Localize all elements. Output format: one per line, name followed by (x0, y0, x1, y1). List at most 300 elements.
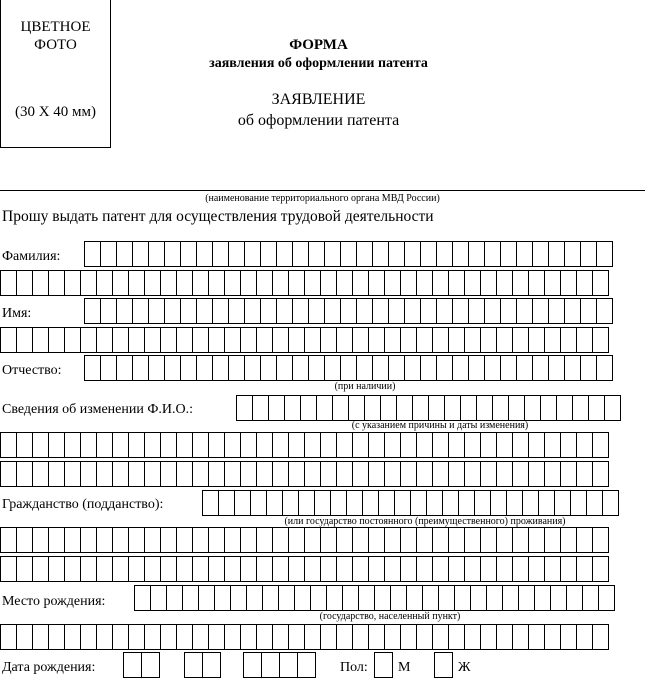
character-cell[interactable] (596, 241, 613, 267)
character-cell[interactable] (340, 241, 357, 267)
character-cell[interactable] (16, 327, 33, 353)
character-cell[interactable] (404, 241, 421, 267)
character-cell[interactable] (454, 585, 471, 611)
character-cell[interactable] (564, 298, 581, 324)
name-change-cells[interactable] (236, 395, 620, 421)
character-cell[interactable] (388, 241, 405, 267)
character-cell[interactable] (374, 585, 391, 611)
character-cell[interactable] (48, 527, 65, 553)
character-cell[interactable] (32, 270, 49, 296)
character-cell[interactable] (500, 241, 517, 267)
character-cell[interactable] (64, 556, 81, 582)
name-cells-line2[interactable] (0, 327, 608, 353)
character-cell[interactable] (484, 355, 501, 381)
character-cell[interactable] (32, 432, 49, 458)
character-cell[interactable] (320, 327, 337, 353)
character-cell[interactable] (96, 624, 113, 650)
character-cell[interactable] (576, 270, 593, 296)
character-cell[interactable] (64, 624, 81, 650)
character-cell[interactable] (560, 327, 577, 353)
birthdate-year-digit[interactable] (261, 652, 280, 678)
character-cell[interactable] (212, 355, 229, 381)
character-cell[interactable] (96, 327, 113, 353)
character-cell[interactable] (564, 241, 581, 267)
character-cell[interactable] (0, 270, 17, 296)
character-cell[interactable] (496, 461, 513, 487)
character-cell[interactable] (460, 395, 477, 421)
character-cell[interactable] (596, 355, 613, 381)
character-cell[interactable] (362, 490, 379, 516)
character-cell[interactable] (560, 432, 577, 458)
character-cell[interactable] (540, 395, 557, 421)
character-cell[interactable] (208, 432, 225, 458)
character-cell[interactable] (320, 461, 337, 487)
character-cell[interactable] (512, 327, 529, 353)
character-cell[interactable] (324, 241, 341, 267)
character-cell[interactable] (292, 298, 309, 324)
character-cell[interactable] (84, 298, 101, 324)
character-cell[interactable] (500, 355, 517, 381)
character-cell[interactable] (452, 298, 469, 324)
character-cell[interactable] (352, 270, 369, 296)
character-cell[interactable] (0, 527, 17, 553)
character-cell[interactable] (132, 298, 149, 324)
character-cell[interactable] (474, 490, 491, 516)
character-cell[interactable] (224, 432, 241, 458)
character-cell[interactable] (588, 395, 605, 421)
character-cell[interactable] (230, 585, 247, 611)
character-cell[interactable] (390, 585, 407, 611)
character-cell[interactable] (348, 395, 365, 421)
character-cell[interactable] (32, 461, 49, 487)
character-cell[interactable] (112, 327, 129, 353)
character-cell[interactable] (144, 270, 161, 296)
name-cells[interactable] (84, 298, 612, 324)
character-cell[interactable] (164, 241, 181, 267)
character-cell[interactable] (160, 624, 177, 650)
character-cell[interactable] (412, 395, 429, 421)
character-cell[interactable] (528, 527, 545, 553)
character-cell[interactable] (448, 461, 465, 487)
character-cell[interactable] (384, 327, 401, 353)
patronymic-cells[interactable] (84, 355, 612, 381)
character-cell[interactable] (400, 461, 417, 487)
character-cell[interactable] (506, 490, 523, 516)
character-cell[interactable] (292, 355, 309, 381)
character-cell[interactable] (522, 490, 539, 516)
character-cell[interactable] (196, 241, 213, 267)
character-cell[interactable] (416, 556, 433, 582)
character-cell[interactable] (324, 298, 341, 324)
character-cell[interactable] (468, 298, 485, 324)
character-cell[interactable] (260, 298, 277, 324)
character-cell[interactable] (128, 624, 145, 650)
character-cell[interactable] (192, 556, 209, 582)
character-cell[interactable] (528, 624, 545, 650)
character-cell[interactable] (16, 556, 33, 582)
character-cell[interactable] (368, 270, 385, 296)
character-cell[interactable] (548, 241, 565, 267)
character-cell[interactable] (330, 490, 347, 516)
character-cell[interactable] (448, 270, 465, 296)
character-cell[interactable] (64, 270, 81, 296)
character-cell[interactable] (480, 461, 497, 487)
character-cell[interactable] (256, 527, 273, 553)
character-cell[interactable] (356, 355, 373, 381)
character-cell[interactable] (48, 624, 65, 650)
character-cell[interactable] (416, 461, 433, 487)
character-cell[interactable] (544, 624, 561, 650)
character-cell[interactable] (128, 270, 145, 296)
character-cell[interactable] (160, 432, 177, 458)
character-cell[interactable] (64, 461, 81, 487)
character-cell[interactable] (240, 327, 257, 353)
character-cell[interactable] (132, 241, 149, 267)
character-cell[interactable] (544, 527, 561, 553)
character-cell[interactable] (532, 241, 549, 267)
character-cell[interactable] (512, 624, 529, 650)
character-cell[interactable] (480, 327, 497, 353)
character-cell[interactable] (356, 298, 373, 324)
character-cell[interactable] (480, 432, 497, 458)
character-cell[interactable] (352, 527, 369, 553)
character-cell[interactable] (486, 585, 503, 611)
character-cell[interactable] (208, 527, 225, 553)
character-cell[interactable] (448, 624, 465, 650)
character-cell[interactable] (512, 461, 529, 487)
character-cell[interactable] (592, 461, 609, 487)
character-cell[interactable] (96, 556, 113, 582)
character-cell[interactable] (32, 556, 49, 582)
character-cell[interactable] (144, 556, 161, 582)
surname-cells-line2[interactable] (0, 270, 608, 296)
character-cell[interactable] (276, 298, 293, 324)
character-cell[interactable] (438, 585, 455, 611)
character-cell[interactable] (224, 461, 241, 487)
character-cell[interactable] (100, 298, 117, 324)
character-cell[interactable] (480, 270, 497, 296)
birthdate-day-digit[interactable] (141, 652, 160, 678)
character-cell[interactable] (320, 527, 337, 553)
character-cell[interactable] (490, 490, 507, 516)
character-cell[interactable] (144, 624, 161, 650)
character-cell[interactable] (404, 355, 421, 381)
character-cell[interactable] (240, 556, 257, 582)
character-cell[interactable] (288, 270, 305, 296)
character-cell[interactable] (576, 624, 593, 650)
character-cell[interactable] (580, 298, 597, 324)
character-cell[interactable] (0, 432, 17, 458)
character-cell[interactable] (410, 490, 427, 516)
character-cell[interactable] (464, 624, 481, 650)
character-cell[interactable] (176, 624, 193, 650)
character-cell[interactable] (80, 270, 97, 296)
character-cell[interactable] (228, 241, 245, 267)
character-cell[interactable] (192, 527, 209, 553)
character-cell[interactable] (320, 556, 337, 582)
character-cell[interactable] (548, 355, 565, 381)
character-cell[interactable] (292, 241, 309, 267)
character-cell[interactable] (32, 527, 49, 553)
character-cell[interactable] (384, 527, 401, 553)
character-cell[interactable] (294, 585, 311, 611)
character-cell[interactable] (272, 527, 289, 553)
character-cell[interactable] (96, 527, 113, 553)
character-cell[interactable] (64, 432, 81, 458)
sex-male-box[interactable] (374, 652, 392, 678)
character-cell[interactable] (340, 355, 357, 381)
character-cell[interactable] (260, 241, 277, 267)
character-cell[interactable] (112, 556, 129, 582)
character-cell[interactable] (364, 395, 381, 421)
character-cell[interactable] (0, 556, 17, 582)
character-cell[interactable] (464, 327, 481, 353)
character-cell[interactable] (176, 556, 193, 582)
character-cell[interactable] (208, 461, 225, 487)
character-cell[interactable] (316, 395, 333, 421)
character-cell[interactable] (80, 527, 97, 553)
character-cell[interactable] (532, 355, 549, 381)
character-cell[interactable] (560, 556, 577, 582)
character-cell[interactable] (528, 270, 545, 296)
character-cell[interactable] (416, 270, 433, 296)
character-cell[interactable] (340, 298, 357, 324)
character-cell[interactable] (368, 432, 385, 458)
character-cell[interactable] (84, 355, 101, 381)
character-cell[interactable] (570, 490, 587, 516)
character-cell[interactable] (164, 298, 181, 324)
character-cell[interactable] (80, 624, 97, 650)
character-cell[interactable] (480, 556, 497, 582)
character-cell[interactable] (300, 395, 317, 421)
character-cell[interactable] (284, 395, 301, 421)
character-cell[interactable] (112, 270, 129, 296)
character-cell[interactable] (532, 298, 549, 324)
character-cell[interactable] (288, 624, 305, 650)
character-cell[interactable] (262, 585, 279, 611)
character-cell[interactable] (148, 298, 165, 324)
character-cell[interactable] (144, 527, 161, 553)
character-cell[interactable] (32, 327, 49, 353)
character-cell[interactable] (80, 432, 97, 458)
character-cell[interactable] (516, 355, 533, 381)
character-cell[interactable] (400, 624, 417, 650)
character-cell[interactable] (304, 327, 321, 353)
character-cell[interactable] (336, 624, 353, 650)
citizenship-cells-line3[interactable] (0, 556, 608, 582)
character-cell[interactable] (492, 395, 509, 421)
character-cell[interactable] (48, 461, 65, 487)
birthdate-year-digit[interactable] (297, 652, 316, 678)
character-cell[interactable] (260, 355, 277, 381)
character-cell[interactable] (484, 241, 501, 267)
character-cell[interactable] (436, 298, 453, 324)
character-cell[interactable] (304, 556, 321, 582)
character-cell[interactable] (304, 527, 321, 553)
birthdate-month-cells[interactable] (184, 652, 220, 678)
character-cell[interactable] (432, 556, 449, 582)
character-cell[interactable] (394, 490, 411, 516)
character-cell[interactable] (592, 624, 609, 650)
character-cell[interactable] (352, 327, 369, 353)
character-cell[interactable] (304, 624, 321, 650)
character-cell[interactable] (112, 432, 129, 458)
birthdate-month-digit[interactable] (202, 652, 221, 678)
character-cell[interactable] (576, 556, 593, 582)
character-cell[interactable] (560, 270, 577, 296)
character-cell[interactable] (508, 395, 525, 421)
character-cell[interactable] (272, 432, 289, 458)
character-cell[interactable] (304, 461, 321, 487)
character-cell[interactable] (400, 556, 417, 582)
character-cell[interactable] (468, 355, 485, 381)
character-cell[interactable] (596, 298, 613, 324)
character-cell[interactable] (480, 624, 497, 650)
character-cell[interactable] (128, 461, 145, 487)
character-cell[interactable] (256, 327, 273, 353)
birthdate-day-cells[interactable] (123, 652, 159, 678)
character-cell[interactable] (416, 624, 433, 650)
character-cell[interactable] (160, 527, 177, 553)
character-cell[interactable] (416, 527, 433, 553)
character-cell[interactable] (64, 527, 81, 553)
character-cell[interactable] (512, 432, 529, 458)
character-cell[interactable] (496, 556, 513, 582)
character-cell[interactable] (332, 395, 349, 421)
character-cell[interactable] (96, 461, 113, 487)
character-cell[interactable] (212, 298, 229, 324)
character-cell[interactable] (442, 490, 459, 516)
character-cell[interactable] (426, 490, 443, 516)
character-cell[interactable] (358, 585, 375, 611)
character-cell[interactable] (436, 355, 453, 381)
character-cell[interactable] (548, 298, 565, 324)
character-cell[interactable] (100, 241, 117, 267)
character-cell[interactable] (192, 624, 209, 650)
character-cell[interactable] (236, 395, 253, 421)
character-cell[interactable] (576, 327, 593, 353)
character-cell[interactable] (96, 270, 113, 296)
character-cell[interactable] (128, 432, 145, 458)
character-cell[interactable] (406, 585, 423, 611)
birthdate-year-cells[interactable] (243, 652, 315, 678)
character-cell[interactable] (164, 355, 181, 381)
character-cell[interactable] (580, 241, 597, 267)
character-cell[interactable] (444, 395, 461, 421)
character-cell[interactable] (116, 298, 133, 324)
character-cell[interactable] (586, 490, 603, 516)
character-cell[interactable] (448, 327, 465, 353)
character-cell[interactable] (384, 270, 401, 296)
character-cell[interactable] (544, 432, 561, 458)
character-cell[interactable] (16, 270, 33, 296)
character-cell[interactable] (112, 527, 129, 553)
name-change-cells-line2[interactable] (0, 432, 608, 458)
character-cell[interactable] (544, 270, 561, 296)
birthplace-cells-line2[interactable] (0, 624, 608, 650)
character-cell[interactable] (572, 395, 589, 421)
character-cell[interactable] (554, 490, 571, 516)
character-cell[interactable] (32, 624, 49, 650)
character-cell[interactable] (422, 585, 439, 611)
character-cell[interactable] (560, 461, 577, 487)
character-cell[interactable] (16, 527, 33, 553)
character-cell[interactable] (404, 298, 421, 324)
character-cell[interactable] (384, 624, 401, 650)
character-cell[interactable] (518, 585, 535, 611)
character-cell[interactable] (604, 395, 621, 421)
sex-female-box[interactable] (434, 652, 452, 678)
character-cell[interactable] (224, 270, 241, 296)
character-cell[interactable] (16, 624, 33, 650)
character-cell[interactable] (256, 270, 273, 296)
character-cell[interactable] (336, 270, 353, 296)
character-cell[interactable] (244, 298, 261, 324)
character-cell[interactable] (240, 527, 257, 553)
character-cell[interactable] (0, 327, 17, 353)
character-cell[interactable] (128, 556, 145, 582)
character-cell[interactable] (276, 241, 293, 267)
character-cell[interactable] (134, 585, 151, 611)
character-cell[interactable] (256, 432, 273, 458)
character-cell[interactable] (524, 395, 541, 421)
character-cell[interactable] (598, 585, 615, 611)
character-cell[interactable] (436, 241, 453, 267)
character-cell[interactable] (272, 556, 289, 582)
character-cell[interactable] (416, 327, 433, 353)
character-cell[interactable] (452, 241, 469, 267)
character-cell[interactable] (234, 490, 251, 516)
character-cell[interactable] (380, 395, 397, 421)
character-cell[interactable] (298, 490, 315, 516)
character-cell[interactable] (48, 432, 65, 458)
character-cell[interactable] (342, 585, 359, 611)
character-cell[interactable] (288, 527, 305, 553)
character-cell[interactable] (464, 527, 481, 553)
character-cell[interactable] (484, 298, 501, 324)
character-cell[interactable] (372, 241, 389, 267)
character-cell[interactable] (276, 355, 293, 381)
character-cell[interactable] (80, 556, 97, 582)
character-cell[interactable] (144, 327, 161, 353)
birthdate-month-digit[interactable] (184, 652, 203, 678)
character-cell[interactable] (48, 556, 65, 582)
character-cell[interactable] (96, 432, 113, 458)
character-cell[interactable] (368, 461, 385, 487)
character-cell[interactable] (582, 585, 599, 611)
citizenship-cells[interactable] (202, 490, 618, 516)
character-cell[interactable] (352, 432, 369, 458)
character-cell[interactable] (176, 527, 193, 553)
character-cell[interactable] (388, 298, 405, 324)
character-cell[interactable] (448, 432, 465, 458)
character-cell[interactable] (592, 432, 609, 458)
character-cell[interactable] (464, 432, 481, 458)
name-change-cells-line3[interactable] (0, 461, 608, 487)
character-cell[interactable] (48, 327, 65, 353)
character-cell[interactable] (180, 355, 197, 381)
character-cell[interactable] (580, 355, 597, 381)
character-cell[interactable] (160, 556, 177, 582)
character-cell[interactable] (432, 432, 449, 458)
character-cell[interactable] (252, 395, 269, 421)
character-cell[interactable] (256, 556, 273, 582)
character-cell[interactable] (576, 461, 593, 487)
character-cell[interactable] (112, 461, 129, 487)
character-cell[interactable] (268, 395, 285, 421)
character-cell[interactable] (148, 241, 165, 267)
character-cell[interactable] (84, 241, 101, 267)
